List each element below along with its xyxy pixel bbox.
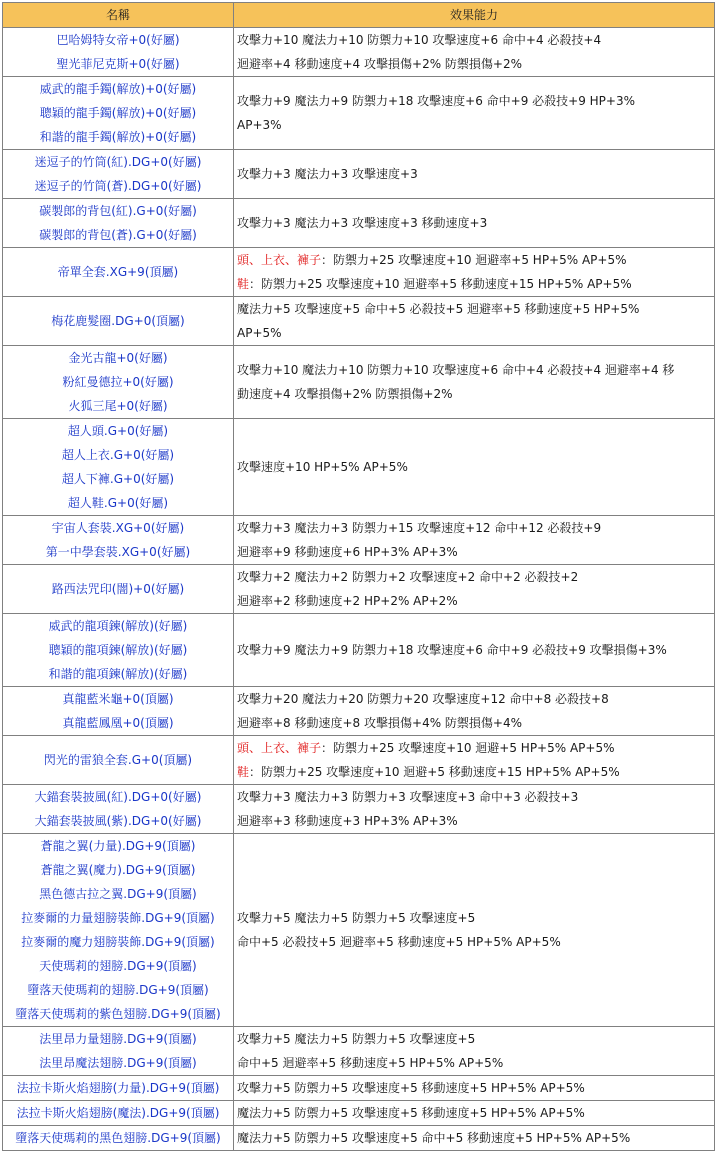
effect-part-label: 鞋	[237, 277, 250, 291]
item-name: 金光古龍+0(好屬)	[68, 351, 168, 365]
item-name-cell	[3, 687, 234, 736]
item-name: 法拉卡斯火焰翅膀(魔法).DG+9(頂屬)	[16, 1106, 220, 1120]
item-name: 黑色德古拉之翼.DG+9(頂屬)	[39, 887, 197, 901]
table-row	[3, 834, 715, 1027]
equipment-effects-table	[2, 2, 715, 1151]
effect-line	[237, 711, 714, 735]
item-name: 迷逗子的竹筒(紅).DG+0(好屬)	[34, 155, 202, 169]
item-name: 迷逗子的竹筒(蒼).DG+0(好屬)	[34, 179, 202, 193]
item-name-cell	[3, 614, 234, 687]
item-effect-cell	[234, 346, 715, 419]
table-row	[3, 419, 715, 516]
effect-text: 迴避率+4 移動速度+4 攻擊損傷+2% 防禦損傷+2%	[237, 57, 523, 71]
item-name: 宇宙人套裝.XG+0(好屬)	[51, 521, 185, 535]
effect-part-label: 鞋	[237, 765, 250, 779]
header-effect: 效果能力	[234, 3, 715, 28]
item-effect-cell	[234, 1126, 715, 1151]
item-effect-cell	[234, 150, 715, 199]
table-row	[3, 199, 715, 248]
effect-line	[237, 28, 714, 52]
item-effect-cell	[234, 834, 715, 1027]
item-name-cell	[3, 419, 234, 516]
item-name-cell	[3, 346, 234, 419]
item-name: 天使瑪莉的翅膀.DG+9(頂屬)	[39, 959, 197, 973]
effect-text: 攻擊力+3 魔法力+3 攻擊速度+3 移動速度+3	[237, 216, 488, 230]
effect-line	[237, 1027, 714, 1051]
item-effect-cell	[234, 297, 715, 346]
table-row	[3, 1101, 715, 1126]
item-effect-cell	[234, 199, 715, 248]
effect-text: ：防禦力+25 攻擊速度+10 迴避率+5 移動速度+15 HP+5% AP+5%	[249, 277, 632, 291]
item-effect-cell	[234, 1101, 715, 1126]
table-row	[3, 516, 715, 565]
item-name: 碳製郎的背包(蒼).G+0(好屬)	[39, 228, 197, 242]
table-row	[3, 150, 715, 199]
effect-line	[237, 930, 714, 954]
effect-text: 攻擊力+20 魔法力+20 防禦力+20 攻擊速度+12 命中+8 必殺技+8	[237, 692, 609, 706]
effect-line	[237, 52, 714, 76]
effect-line	[237, 516, 714, 540]
effect-line	[237, 248, 714, 272]
effect-text: ：防禦力+25 攻擊速度+10 迴避+5 移動速度+15 HP+5% AP+5%	[249, 765, 620, 779]
item-name-cell	[3, 736, 234, 785]
effect-text: 攻擊力+2 魔法力+2 防禦力+2 攻擊速度+2 命中+2 必殺技+2	[237, 570, 579, 584]
effect-text: 攻擊力+9 魔法力+9 防禦力+18 攻擊速度+6 命中+9 必殺技+9 攻擊損傷+3%	[237, 643, 667, 657]
item-name: 碳製郎的背包(紅).G+0(好屬)	[39, 204, 197, 218]
item-name: 蒼龍之翼(力量).DG+9(頂屬)	[40, 839, 196, 853]
effect-line	[237, 736, 714, 760]
table-row	[3, 785, 715, 834]
effect-text: 迴避率+2 移動速度+2 HP+2% AP+2%	[237, 594, 458, 608]
item-name-cell	[3, 785, 234, 834]
effect-text: AP+5%	[237, 326, 282, 340]
effect-text: 魔法力+5 攻擊速度+5 命中+5 必殺技+5 迴避率+5 移動速度+5 HP+5%	[237, 302, 640, 316]
item-name-cell	[3, 516, 234, 565]
item-name: 超人上衣.G+0(好屬)	[61, 448, 175, 462]
table-row	[3, 248, 715, 297]
table-row	[3, 297, 715, 346]
effect-line	[237, 589, 714, 613]
item-effect-cell	[234, 77, 715, 150]
table-row	[3, 614, 715, 687]
effect-line	[237, 1126, 714, 1150]
effect-part-label: 頭、上衣、褲子	[237, 741, 322, 755]
item-name: 法里昂魔法翅膀.DG+9(頂屬)	[39, 1056, 197, 1070]
effect-text: 魔法力+5 防禦力+5 攻擊速度+5 命中+5 移動速度+5 HP+5% AP+5%	[237, 1131, 631, 1145]
item-effect-cell	[234, 248, 715, 297]
effect-text: 攻擊力+3 魔法力+3 攻擊速度+3	[237, 167, 418, 181]
effect-line	[237, 638, 714, 662]
effect-text: 攻擊速度+10 HP+5% AP+5%	[237, 460, 408, 474]
effect-line	[237, 162, 714, 186]
item-name-cell	[3, 150, 234, 199]
table-row	[3, 77, 715, 150]
item-name: 聖光菲尼克斯+0(好屬)	[56, 57, 180, 71]
item-name: 墮落天使瑪莉的黑色翅膀.DG+9(頂屬)	[15, 1131, 221, 1145]
item-name-cell	[3, 248, 234, 297]
effect-line	[237, 113, 714, 137]
effect-text: 攻擊力+5 魔法力+5 防禦力+5 攻擊速度+5	[237, 1032, 476, 1046]
effect-text: 魔法力+5 防禦力+5 攻擊速度+5 移動速度+5 HP+5% AP+5%	[237, 1106, 585, 1120]
effect-line	[237, 809, 714, 833]
effect-text: 命中+5 迴避率+5 移動速度+5 HP+5% AP+5%	[237, 1056, 504, 1070]
header-name: 名稱	[3, 3, 234, 28]
table-row	[3, 28, 715, 77]
item-name: 超人鞋.G+0(好屬)	[67, 496, 169, 510]
effect-line	[237, 1101, 714, 1125]
effect-line	[237, 358, 714, 382]
item-effect-cell	[234, 565, 715, 614]
item-name: 粉紅曼德拉+0(好屬)	[62, 375, 174, 389]
item-name: 蒼龍之翼(魔力).DG+9(頂屬)	[40, 863, 196, 877]
effect-text: 迴避率+9 移動速度+6 HP+3% AP+3%	[237, 545, 458, 559]
item-name: 和諧的龍項鍊(解放)(好屬)	[48, 667, 188, 681]
effect-text: 動速度+4 攻擊損傷+2% 防禦損傷+2%	[237, 387, 453, 401]
item-name: 帝單全套.XG+9(頂屬)	[57, 265, 179, 279]
table-row	[3, 346, 715, 419]
effect-line	[237, 382, 714, 406]
item-effect-cell	[234, 419, 715, 516]
effect-line	[237, 565, 714, 589]
effect-line	[237, 211, 714, 235]
item-name-cell	[3, 1027, 234, 1076]
item-name: 大錨套裝披風(紅).DG+0(好屬)	[34, 790, 202, 804]
table-row	[3, 687, 715, 736]
item-name-cell	[3, 28, 234, 77]
item-name: 和諧的龍手鐲(解放)+0(好屬)	[39, 130, 197, 144]
item-effect-cell	[234, 1076, 715, 1101]
effect-text: ：防禦力+25 攻擊速度+10 迴避+5 HP+5% AP+5%	[321, 741, 615, 755]
table-row	[3, 565, 715, 614]
item-name: 巴哈姆特女帝+0(好屬)	[56, 33, 180, 47]
item-name-cell	[3, 1101, 234, 1126]
effect-line	[237, 687, 714, 711]
item-name-cell	[3, 1076, 234, 1101]
item-name: 法拉卡斯火焰翅膀(力量).DG+9(頂屬)	[16, 1081, 220, 1095]
effect-text: AP+3%	[237, 118, 282, 132]
item-name: 真龍藍鳳凰+0(頂屬)	[62, 716, 174, 730]
item-effect-cell	[234, 516, 715, 565]
effect-text: 攻擊力+5 魔法力+5 防禦力+5 攻擊速度+5	[237, 911, 476, 925]
item-effect-cell	[234, 1027, 715, 1076]
item-name-cell	[3, 199, 234, 248]
effect-line	[237, 89, 714, 113]
item-name: 超人頭.G+0(好屬)	[67, 424, 169, 438]
effect-line	[237, 785, 714, 809]
item-name-cell	[3, 297, 234, 346]
item-name: 火狐三尾+0(好屬)	[68, 399, 168, 413]
item-name: 墮落天使瑪莉的翅膀.DG+9(頂屬)	[27, 983, 209, 997]
item-name: 法里昂力量翅膀.DG+9(頂屬)	[39, 1032, 197, 1046]
item-name: 超人下褲.G+0(好屬)	[61, 472, 175, 486]
table-row	[3, 736, 715, 785]
effect-line	[237, 297, 714, 321]
effect-text: 攻擊力+10 魔法力+10 防禦力+10 攻擊速度+6 命中+4 必殺技+4	[237, 33, 602, 47]
item-name-cell	[3, 1126, 234, 1151]
item-name-cell	[3, 565, 234, 614]
item-name: 閃光的雷狼全套.G+0(頂屬)	[43, 753, 193, 767]
item-name: 大錨套裝披風(紫).DG+0(好屬)	[34, 814, 202, 828]
item-name: 威武的龍項鍊(解放)(好屬)	[48, 619, 188, 633]
effect-line	[237, 455, 714, 479]
item-name: 拉麥爾的魔力翅膀裝飾.DG+9(頂屬)	[21, 935, 215, 949]
table-header-row	[3, 3, 715, 28]
effect-text: 命中+5 必殺技+5 迴避率+5 移動速度+5 HP+5% AP+5%	[237, 935, 561, 949]
table-body	[3, 28, 715, 1151]
page	[0, 2, 716, 1145]
effect-line	[237, 760, 714, 784]
effect-line	[237, 1076, 714, 1100]
item-name: 梅花鹿髮圈.DG+0(頂屬)	[51, 314, 185, 328]
item-name: 墮落天使瑪莉的紫色翅膀.DG+9(頂屬)	[15, 1007, 221, 1021]
item-name: 聰穎的龍手鐲(解放)+0(好屬)	[39, 106, 197, 120]
item-effect-cell	[234, 28, 715, 77]
effect-line	[237, 906, 714, 930]
item-name: 真龍藍米龜+0(頂屬)	[62, 692, 174, 706]
effect-text: 攻擊力+3 魔法力+3 防禦力+3 攻擊速度+3 命中+3 必殺技+3	[237, 790, 579, 804]
item-effect-cell	[234, 614, 715, 687]
effect-text: 迴避率+8 移動速度+8 攻擊損傷+4% 防禦損傷+4%	[237, 716, 523, 730]
item-effect-cell	[234, 687, 715, 736]
item-name: 路西法咒印(闇)+0(好屬)	[51, 582, 185, 596]
effect-text: 攻擊力+3 魔法力+3 防禦力+15 攻擊速度+12 命中+12 必殺技+9	[237, 521, 602, 535]
effect-line	[237, 540, 714, 564]
effect-line	[237, 321, 714, 345]
table-row	[3, 1076, 715, 1101]
item-name: 威武的龍手鐲(解放)+0(好屬)	[39, 82, 197, 96]
effect-text: ：防禦力+25 攻擊速度+10 迴避率+5 HP+5% AP+5%	[321, 253, 627, 267]
item-name-cell	[3, 77, 234, 150]
effect-text: 攻擊力+5 防禦力+5 攻擊速度+5 移動速度+5 HP+5% AP+5%	[237, 1081, 585, 1095]
item-name: 拉麥爾的力量翅膀裝飾.DG+9(頂屬)	[21, 911, 215, 925]
effect-text: 迴避率+3 移動速度+3 HP+3% AP+3%	[237, 814, 458, 828]
effect-line	[237, 272, 714, 296]
effect-line	[237, 1051, 714, 1075]
effect-part-label: 頭、上衣、褲子	[237, 253, 322, 267]
effect-text: 攻擊力+9 魔法力+9 防禦力+18 攻擊速度+6 命中+9 必殺技+9 HP+3%	[237, 94, 636, 108]
table-row	[3, 1126, 715, 1151]
item-name: 第一中學套裝.XG+0(好屬)	[45, 545, 191, 559]
effect-text: 攻擊力+10 魔法力+10 防禦力+10 攻擊速度+6 命中+4 必殺技+4 迴避率+4 移	[237, 363, 675, 377]
item-name: 聰穎的龍項鍊(解放)(好屬)	[48, 643, 188, 657]
item-effect-cell	[234, 736, 715, 785]
item-name-cell	[3, 834, 234, 1027]
table-row	[3, 1027, 715, 1076]
item-effect-cell	[234, 785, 715, 834]
